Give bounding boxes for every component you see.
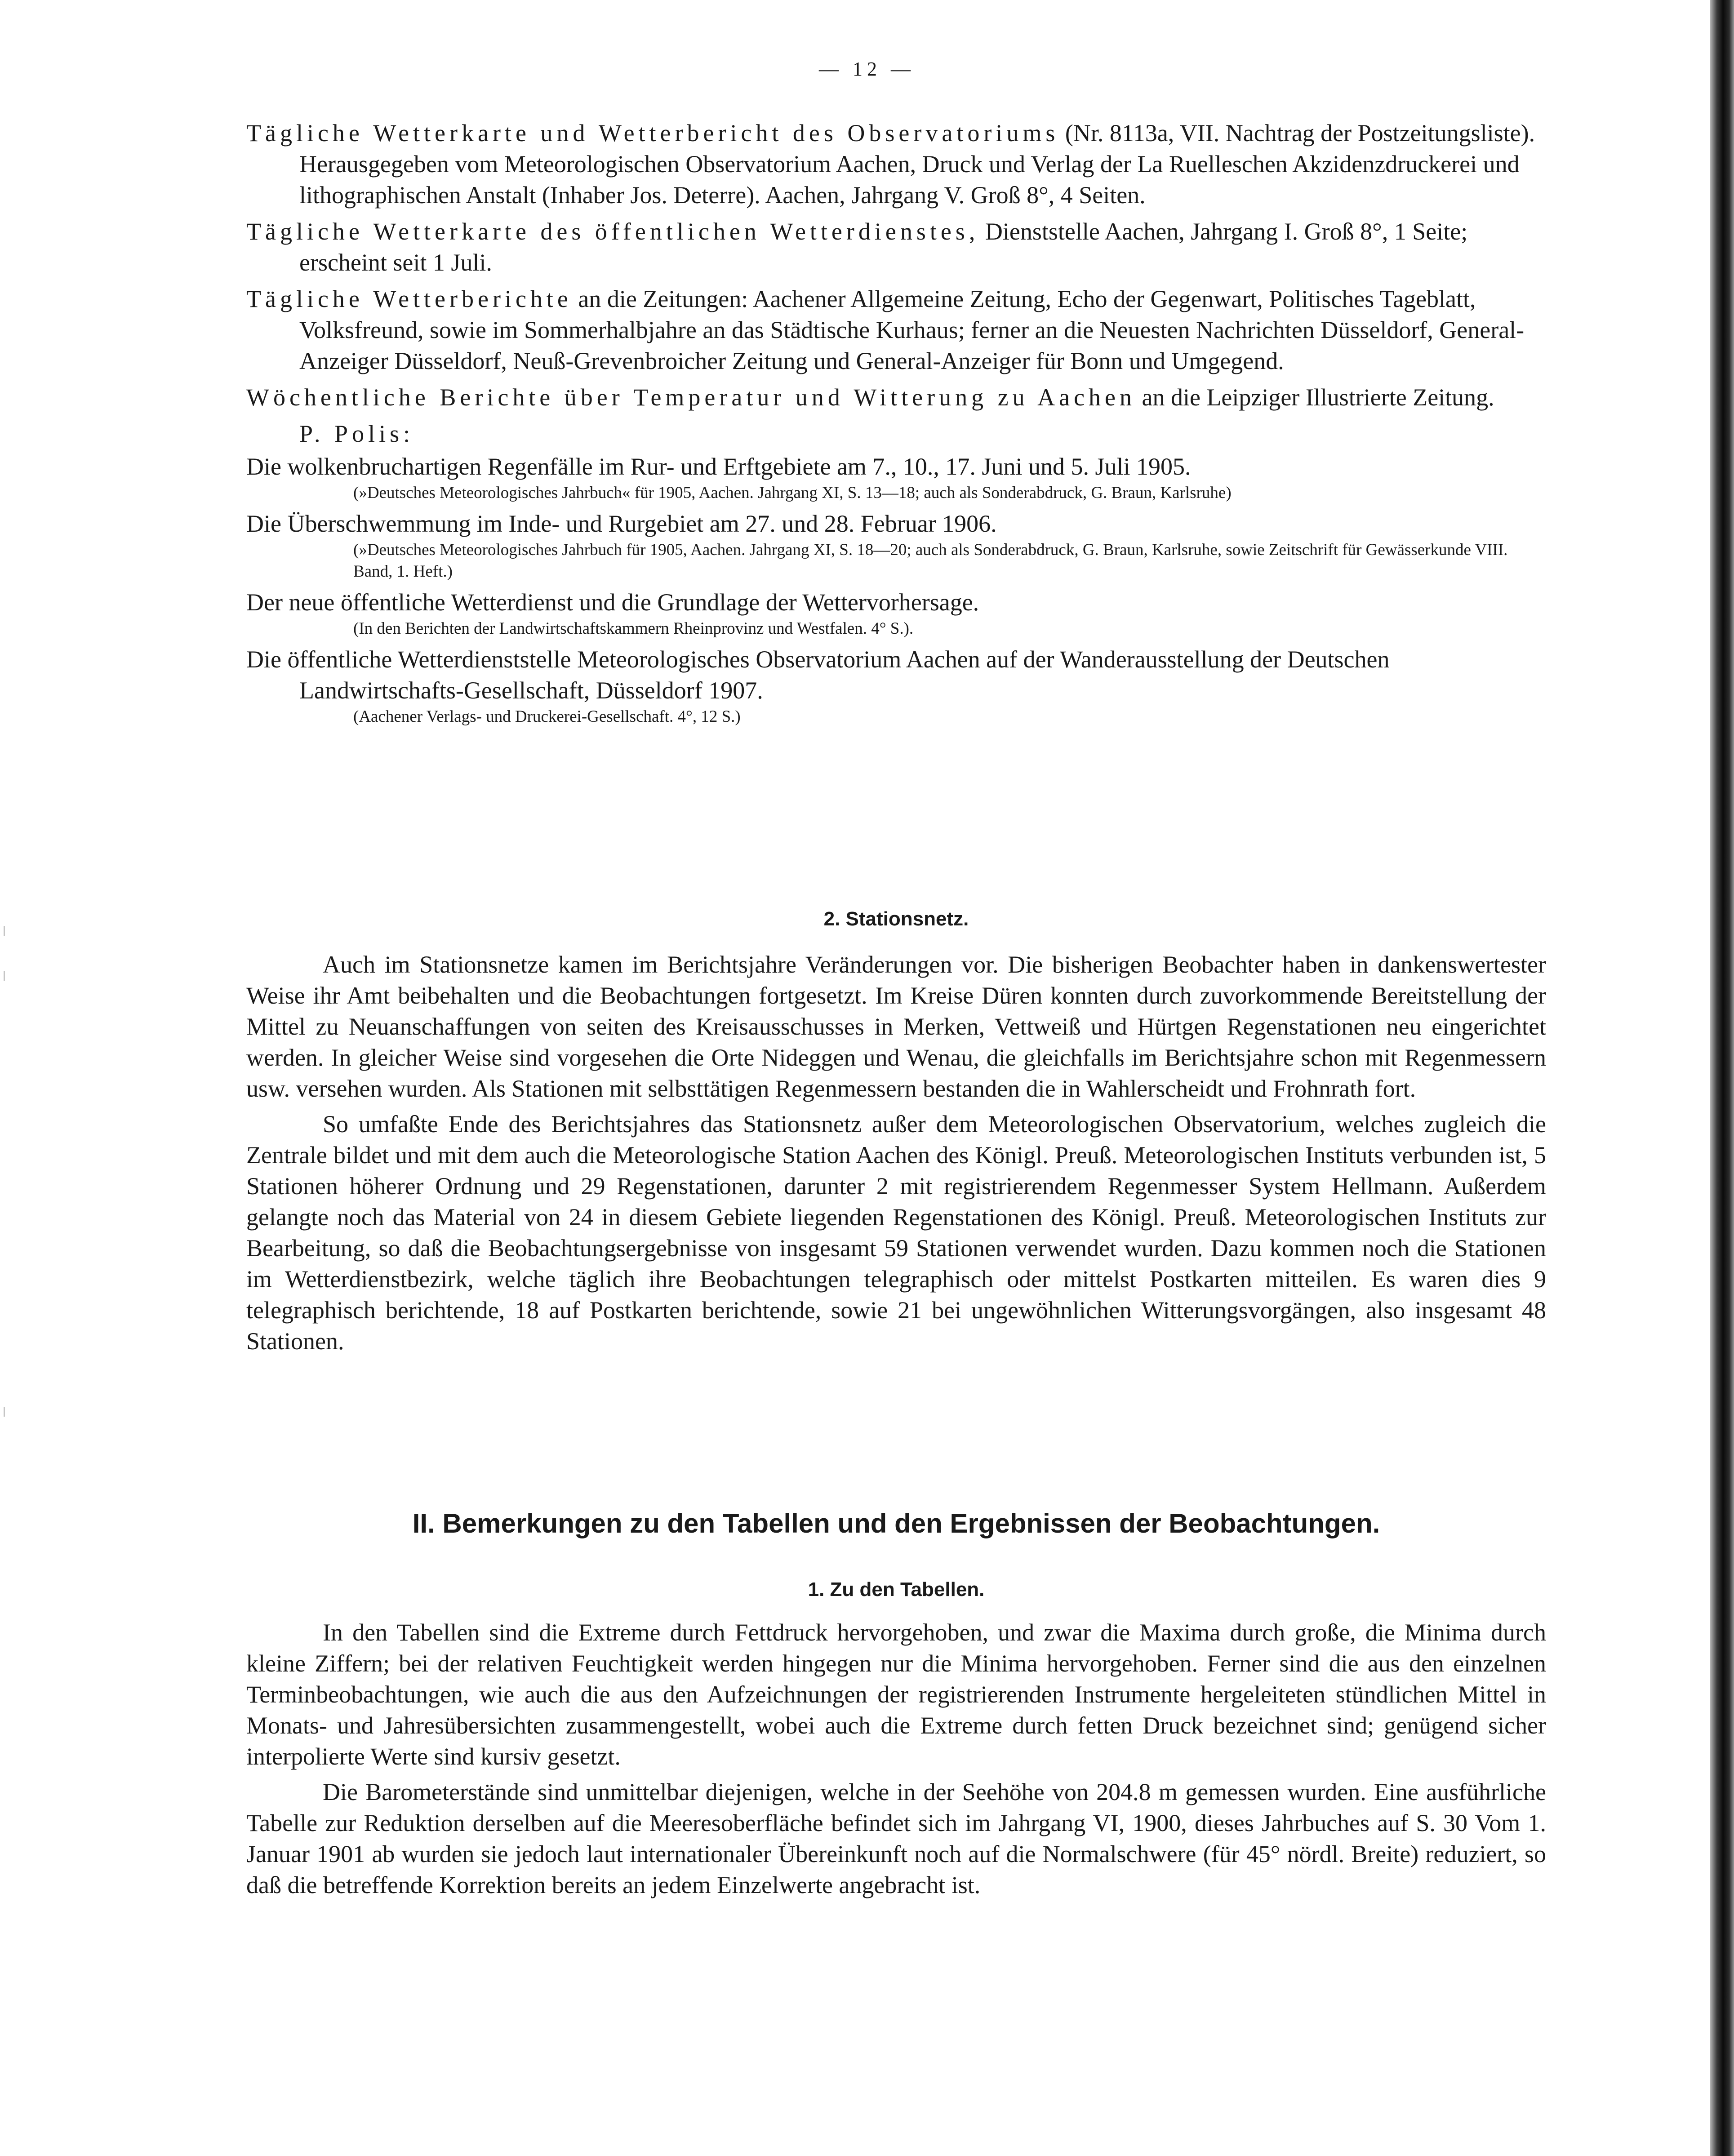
chapter-heading: II. Bemerkungen zu den Tabellen und den Ergebnissen der Beobachtungen. xyxy=(412,1508,1380,1538)
publication-list xyxy=(246,118,1546,732)
work-note: (»Deutsches Meteorologisches Jahrbuch« für 1905, Aachen. Jahrgang XI, S. 13—18; auch als Sonderabdruck, G. Braun, Karlsruhe) xyxy=(353,484,1232,502)
publication-title: Tägliche Wetterkarte und Wetterbericht des Observatoriums xyxy=(246,120,1059,147)
work-title: Die Überschwemmung im Inde- und Rurgebiet am 27. und 28. Februar 1906. xyxy=(246,510,997,537)
publication-text: an die Zeitungen: Aachener Allgemeine Zeitung, Echo der Gegenwart, Politisches Tageblatt, Volksfreund, sowie im Sommerhalbjahre an das Städtische Kurhaus; ferner an die Neuesten Nachrichten Düsseldorf, General-Anzeiger Düsseldorf, Neuß-Grevenbroicher Zeitung und General-Anzeiger für Bonn und Umgegend. xyxy=(299,285,1525,374)
paragraph: Auch im Stationsnetze kamen im Berichtsjahre Veränderungen vor. Die bisherigen Beobachter haben in dankenswertester Weise ihr Amt beibehalten und die Beobachtungen fortgesetzt. Im Kreise Düren konnten durch zuvorkommende Bereitstellung der Mittel zu Neuanschaffungen von seiten des Kreisausschusses in Merken, Vettweiß und Hürtgen Regenstationen neu eingerichtet werden. In gleicher Weise sind vorgesehen die Orte Nideggen und Wenau, die gleichfalls im Berichtsjahre schon mit Regenmessern usw. versehen wurden. Als Stationen mit selbsttätigen Regenmessern bestanden die in Wahlerscheidt und Frohnrath fort. xyxy=(246,951,1546,1102)
publication-text: (Nr. 8113a, VII. Nachtrag der Postzeitungsliste). Herausgegeben vom Meteorologischen Observatorium Aachen, Druck und Verlag der La Ruelleschen Akzidenzdruckerei und lithographischen Anstalt (Inhaber Jos. Deterre). Aachen, Jahrgang V. Groß 8°, 4 Seiten. xyxy=(299,120,1535,209)
publication-title: Tägliche Wetterkarte des öffentlichen Wetterdienstes, xyxy=(246,218,979,245)
publication-title: Tägliche Wetterberichte xyxy=(246,285,572,312)
page-number: — 12 — xyxy=(819,58,915,80)
paragraph: In den Tabellen sind die Extreme durch Fettdruck hervorgehoben, und zwar die Maxima durch große, die Minima durch kleine Ziffern; bei der relativen Feuchtigkeit werden hingegen nur die Minima hervorgehoben. Ferner sind die aus den einzelnen Terminbeobachtungen, wie auch die aus den Aufzeichnungen der registrierenden Instrumente hergeleiteten stündlichen Mittel in Monats- und Jahresübersichten zusammengestellt, wobei auch die Extreme durch fetten Druck bezeichnet sind; genügend sicher interpolierte Werte sind kursiv gesetzt. xyxy=(246,1619,1546,1770)
work-note: (In den Berichten der Landwirtschaftskammern Rheinprovinz und Westfalen. 4° S.). xyxy=(353,619,914,638)
work-note: (Aachener Verlags- und Druckerei-Gesellschaft. 4°, 12 S.) xyxy=(353,707,741,726)
work-title: Der neue öffentliche Wetterdienst und die Grundlage der Wettervorhersage. xyxy=(246,589,979,616)
scan-edge xyxy=(1710,0,1734,2156)
publication-text: Dienststelle Aachen, Jahrgang I. Groß 8°, 1 Seite; erscheint seit 1 Juli. xyxy=(299,218,1468,276)
tabellen-body xyxy=(246,1617,1546,1905)
stationsnetz-body xyxy=(246,949,1546,1361)
publication-text: an die Leipziger Illustrierte Zeitung. xyxy=(1136,384,1494,411)
publication-title: Wöchentliche Berichte über Temperatur und Witterung zu Aachen xyxy=(246,384,1136,411)
scan-speck xyxy=(4,971,5,981)
paragraph: So umfaßte Ende des Berichtsjahres das Stationsnetz außer dem Meteorologischen Observatorium, welches zugleich die Zentrale bildet und mit dem auch die Meteorologische Station Aachen des Königl. Preuß. Meteorologischen Instituts verbunden ist, 5 Stationen höherer Ordnung und 29 Regenstationen, darunter 2 mit registrierendem Regenmesser System Hellmann. Außerdem gelangte noch das Material von 24 in diesem Gebiete liegenden Regenstationen des Königl. Preuß. Meteorologischen Instituts zur Bearbeitung, so daß die Beobachtungsergebnisse von insgesamt 59 Stationen verwendet wurden. Dazu kommen noch die Stationen im Wetterdienstbezirk, welche täglich ihre Beobachtungen telegraphisch oder mittelst Postkarten mitteilen. Es waren dies 9 telegraphisch berichtende, 18 auf Postkarten berichtende, sowie 21 bei ungewöhnlichen Witterungsvorgängen, also insgesamt 48 Stationen. xyxy=(246,1111,1546,1355)
work-title: Die öffentliche Wetterdienststelle Meteorologisches Observatorium Aachen auf der Wanderausstellung der Deutschen Landwirtschafts-Gesellschaft, Düsseldorf 1907. xyxy=(246,646,1390,704)
publication-entry xyxy=(246,216,1546,278)
section-subheading: 1. Zu den Tabellen. xyxy=(808,1578,985,1600)
publication-entry xyxy=(246,382,1546,413)
scan-speck xyxy=(4,926,5,936)
paragraph: Die Barometerstände sind unmittelbar diejenigen, welche in der Seehöhe von 204.8 m gemessen wurden. Eine ausführliche Tabelle zur Reduktion derselben auf die Meeresoberfläche befindet sich im Jahrgang VI, 1900, dieses Jahrbuches auf S. 30 Vom 1. Januar 1901 ab wurden sie jedoch laut internationaler Übereinkunft noch auf die Normalschwere (für 45° nördl. Breite) reduziert, so daß die betreffende Korrektion bereits an jedem Einzelwerte angebracht ist. xyxy=(246,1778,1546,1898)
scan-speck xyxy=(4,1407,5,1417)
author-name: P. Polis: xyxy=(299,420,414,447)
publication-entry xyxy=(246,118,1546,211)
publication-entry xyxy=(246,284,1546,377)
section-heading: 2. Stationsnetz. xyxy=(823,908,969,930)
work-title: Die wolkenbruchartigen Regenfälle im Rur- und Erftgebiete am 7., 10., 17. Juni und 5. Juli 1905. xyxy=(246,453,1191,480)
work-note: (»Deutsches Meteorologisches Jahrbuch für 1905, Aachen. Jahrgang XI, S. 18—20; auch als Sonderabdruck, G. Braun, Karlsruhe, sowie Zeitschrift für Gewässerkunde VIII. Band, 1. Heft.) xyxy=(353,541,1508,581)
